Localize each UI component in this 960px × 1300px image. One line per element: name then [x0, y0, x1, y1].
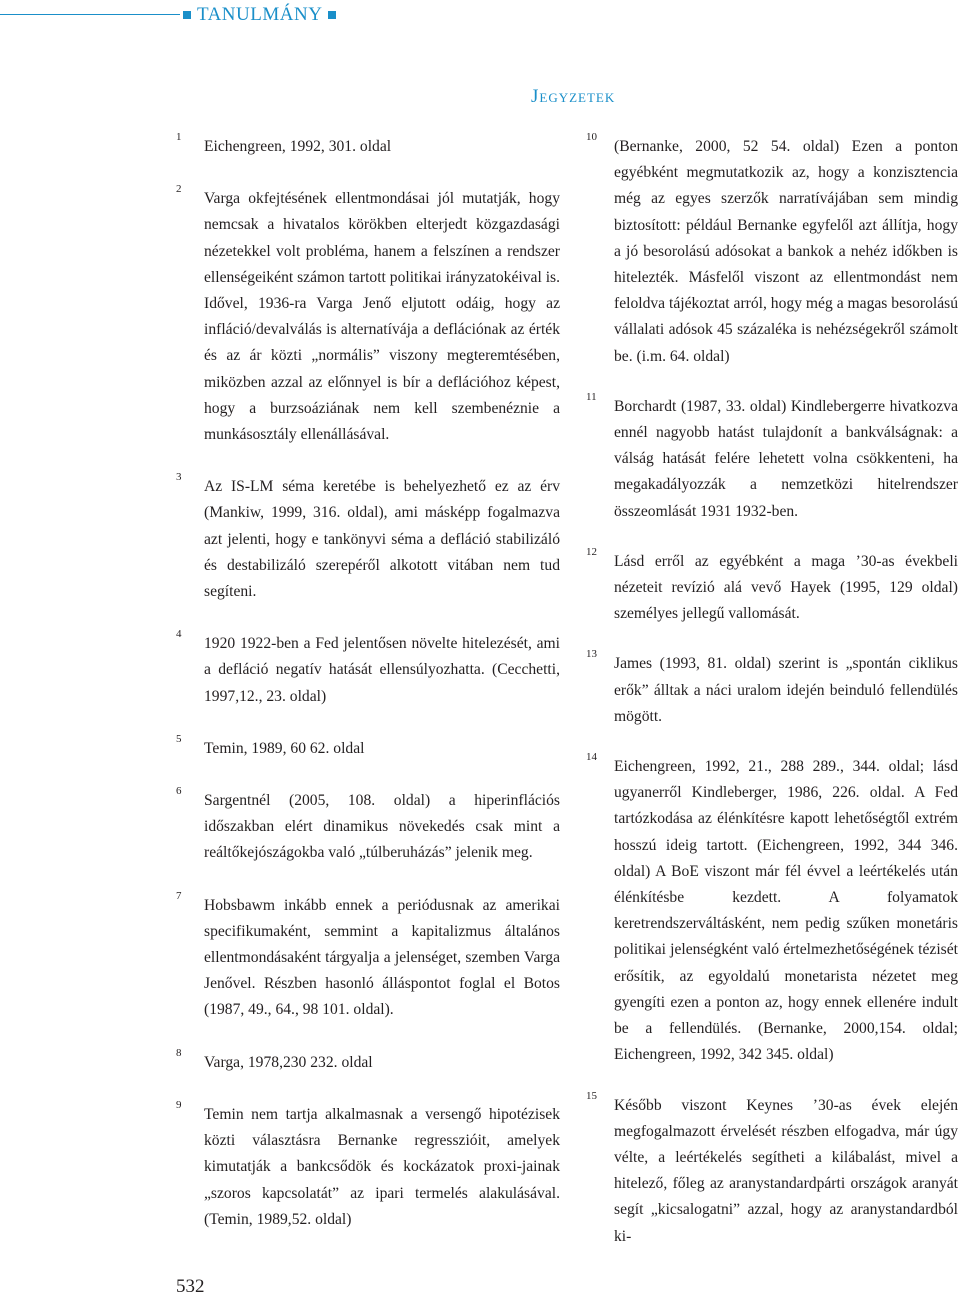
- footnote: [176, 732, 560, 762]
- footnote-text: Temin, 1989, 60 62. oldal: [204, 739, 365, 757]
- footnote-text: Eichengreen, 1992, 21., 288 289., 344. oldal; lásd ugyanerről Kindleberger, 1986, 226. oldal. A Fed tartózkodása az élénkítésre kapott lehetőségtől extrém hosszú ideig tartott. (Eichengreen, 1992, 344 346. oldal) A BoE viszont már fél évvel a leértékelés után élénkítésbe kezdett. A folyamatok keretrendszerváltásként, nem pedig szűken monetáris politikai jelenségként való értelmezhetőségének tézisét erősítik, az egyoldalú monetarista nézetet meg gyengíti ezen a ponton az, hogy ennek ellenére indult be a fellendülés. (Bernanke, 2000,154. oldal; Eichengreen, 1992, 342 345. oldal): [614, 758, 958, 1064]
- footnote-number: 2: [176, 183, 182, 196]
- footnote: [586, 390, 958, 525]
- page-number: 532: [176, 1276, 205, 1297]
- footnote: [586, 648, 958, 730]
- footnote-number: 7: [176, 889, 182, 902]
- footnote-number: 10: [586, 131, 597, 143]
- footnote-number: 13: [586, 648, 597, 661]
- footnote: [586, 1089, 958, 1250]
- notes-column-right: [586, 131, 958, 1250]
- footnote: [586, 131, 958, 370]
- footnote-text: Hobsbawm inkább ennek a periódusnak az amerikai specifikumaként, semmint a kapitalizmus általános ellentmondásaként tárgyalja a jelenséget, szemben Varga Jenővel. Részben hasonló álláspontot foglal el Botos (1987, 49., 64., 98 101. oldal).: [204, 896, 560, 1019]
- footnote-number: 15: [586, 1089, 597, 1102]
- footnote-text: Varga, 1978,230 232. oldal: [204, 1053, 373, 1071]
- footnote-number: 14: [586, 751, 597, 764]
- running-header: [183, 4, 336, 26]
- footnote: [176, 628, 560, 710]
- footnote-number: 6: [176, 785, 182, 798]
- footnote: [586, 751, 958, 1068]
- footnote: [586, 545, 958, 628]
- footnote-number: 3: [176, 471, 182, 484]
- footnote-text: Eichengreen, 1992, 301. oldal: [204, 138, 392, 155]
- footnote-text: Lásd erről az egyébként a maga ’30-as évekbeli nézeteit revízió alá vevő Hayek (1995, 129 oldal) személyes jellegű vallomását.: [614, 552, 958, 623]
- notes-heading: Jegyzetek: [531, 86, 616, 107]
- footnote-text: Varga okfejtésének ellentmondásai jól mutatják, hogy nemcsak a hivatalos körökben elterjedt közgazdasági nézetekkel volt probléma, hanem a felszínen a rendszer ellenségeiként számon tartott politikai irányzatokéival is. Idővel, 1936-ra Varga Jenő eljutott odáig, hogy az infláció/devalválás is alternatívája a deflációnak az érték és az ár közti „normális” viszony megteremtésében, miközben azzal az előnnyel is bír a deflációhoz képest, hogy a burzsoáziának nem kell szembenéznie a munkásosztály ellenállásával.: [204, 190, 560, 444]
- footnote-text: Az IS-LM séma keretébe is behelyezhető ez az érv (Mankiw, 1999, 316. oldal), ami másképp fogalmazva azt jelenti, hogy e tankönyvi séma a defláció stabilizáló és destabilizáló szerepéről alkotott vitában nem tud segíteni.: [204, 478, 560, 601]
- footnote-text: Borchardt (1987, 33. oldal) Kindlebergerre hivatkozva ennél nagyobb hatást tulajdonít a bankválságnak: a válság hatását felére lehetett volna csökkenteni, ha megakadályozzák a nemzetközi hitelrendszer összeomlását 1931 1932-ben.: [614, 397, 958, 520]
- footnote: [176, 889, 560, 1024]
- footnote-number: 4: [176, 628, 182, 641]
- footnote-number: 1: [176, 131, 182, 143]
- footnote-number: 8: [176, 1046, 182, 1059]
- footnote: [176, 471, 560, 605]
- section-label: TANULMÁNY: [197, 4, 323, 25]
- footnote-text: Sargentnél (2005, 108. oldal) a hiperinflációs időszakban elért dinamikus növekedés csak mint a reáltőkejószágokba való „túlberuházás” jelenik meg.: [204, 792, 560, 862]
- header-rule: [0, 14, 180, 15]
- footnote: [176, 1098, 560, 1233]
- footnote-number: 11: [586, 390, 597, 403]
- footnote: [176, 785, 560, 867]
- footnote-text: (Bernanke, 2000, 52 54. oldal) Ezen a ponton egyébként megmutatkozik az, hogy a konzisztencia még az egyes szerzők narratívájában sem mindig biztosított: például Bernanke egyfelől azt állítja, hogy a jó besorolású adósokat a bankok a nehéz időkben is hitelezték. Másfelől viszont az ellentmondást nem feloldva tájékoztat arról, hogy még a magas besorolású vállalati adósok 45 százaléka is nehézségekről számolt be. (i.m. 64. oldal): [614, 138, 958, 365]
- footnote-text: James (1993, 81. oldal) szerint is „spontán ciklikus erők” álltak a náci uralom idején beinduló fellendülés mögött.: [614, 655, 958, 725]
- square-bullet-icon: [328, 11, 336, 19]
- footnote: [176, 1046, 560, 1076]
- footnote-text: 1920 1922-ben a Fed jelentősen növelte hitelezését, ami a defláció negatív hatását ellensúlyozhatta. (Cecchetti, 1997,12., 23. oldal): [204, 635, 560, 705]
- footnote-number: 12: [586, 545, 597, 558]
- notes-column-left: [176, 131, 560, 1233]
- footnote-text: Később viszont Keynes ’30-as évek elején megfogalmazott érvelését részben elfogadva, már úgy vélte, a leértékelés segítheti a kilábalást, mivel a hitelező, főleg az aranystandardpárti országok aranyát segít „kicsalogatni” azzal, hogy az aranystandardból ki-: [614, 1096, 958, 1245]
- square-bullet-icon: [183, 11, 191, 19]
- footnote: [176, 183, 560, 448]
- footnote: [176, 131, 560, 160]
- footnote-number: 5: [176, 732, 182, 745]
- footnote-number: 9: [176, 1098, 182, 1111]
- footnote-text: Temin nem tartja alkalmasnak a versengő hipotézisek közti választásra Bernanke regresszióit, amelyek kimutatják a bankcsődök és kockázatok proxi-jainak „szoros kapcsolatát” az ipari termelés alakulásával. (Temin, 1989,52. oldal): [204, 1105, 560, 1228]
